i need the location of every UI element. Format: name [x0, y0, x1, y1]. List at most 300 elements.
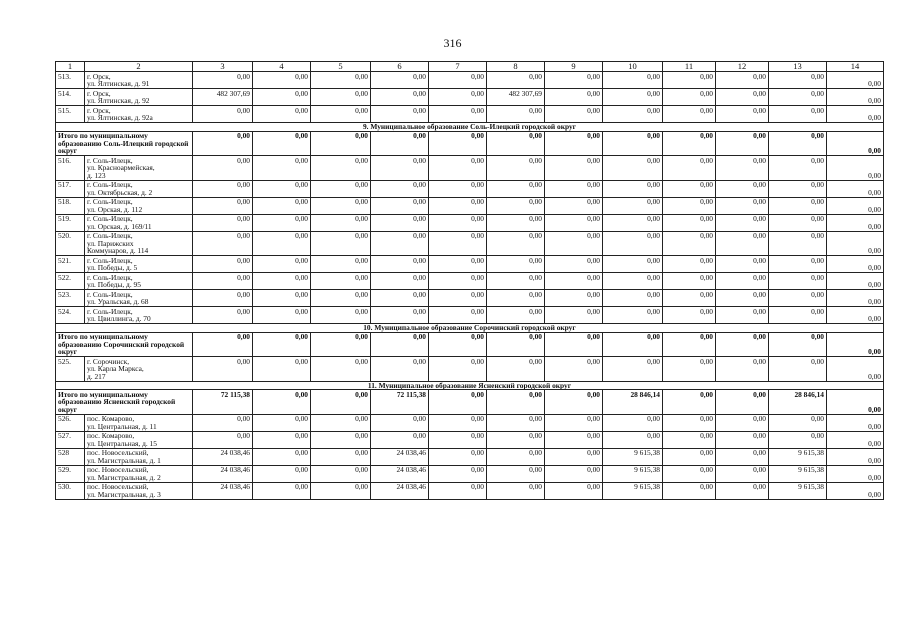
address-line: пос. Новосельский, — [87, 482, 149, 491]
amount-cell: 0,00 — [663, 307, 716, 324]
amount-cell: 0,00 — [545, 465, 603, 482]
address-line: г. Сорочинск, — [87, 356, 130, 366]
address-cell — [85, 414, 193, 431]
amount-cell: 0,00 — [827, 197, 884, 214]
amount-cell: 0,00 — [193, 106, 253, 123]
amount-cell: 0,00 — [429, 307, 487, 324]
amount-cell: 28 846,14 — [603, 390, 663, 415]
amount-cell: 482 307,69 — [487, 89, 545, 106]
amount-cell: 28 846,14 — [769, 390, 827, 415]
amount-cell: 0,00 — [193, 214, 253, 231]
address-cell — [85, 290, 193, 307]
amount-cell: 0,00 — [429, 332, 487, 357]
row-number: 519. — [56, 214, 85, 231]
column-header: 13 — [769, 62, 827, 72]
amount-cell: 0,00 — [603, 290, 663, 307]
amount-cell: 0,00 — [429, 72, 487, 89]
amount-cell: 0,00 — [716, 307, 769, 324]
amount-cell: 0,00 — [253, 357, 311, 382]
amount-cell: 0,00 — [311, 180, 371, 197]
amount-cell: 0,00 — [487, 332, 545, 357]
table-row — [56, 482, 884, 499]
amount-cell: 0,00 — [663, 465, 716, 482]
amount-cell: 0,00 — [253, 180, 311, 197]
amount-cell: 0,00 — [603, 214, 663, 231]
amount-cell: 9 615,38 — [603, 465, 663, 482]
amount-cell: 0,00 — [827, 390, 884, 415]
address-cell — [85, 72, 193, 89]
amount-cell: 0,00 — [311, 332, 371, 357]
amount-cell: 0,00 — [603, 307, 663, 324]
amount-cell: 0,00 — [193, 180, 253, 197]
table-row — [56, 214, 884, 231]
address-cell — [85, 482, 193, 499]
address-line: пос. Новосельский, — [87, 465, 149, 474]
table-row — [56, 180, 884, 197]
amount-cell: 0,00 — [603, 414, 663, 431]
amount-cell: 0,00 — [429, 131, 487, 156]
amount-cell: 0,00 — [429, 106, 487, 123]
column-header: 4 — [253, 62, 311, 72]
amount-cell: 0,00 — [769, 156, 827, 181]
address-cell — [85, 256, 193, 273]
table-row — [56, 89, 884, 106]
amount-cell: 0,00 — [663, 414, 716, 431]
amount-cell: 0,00 — [193, 256, 253, 273]
address-line: д. 217 — [87, 371, 106, 381]
amount-cell: 0,00 — [371, 231, 429, 256]
amount-cell: 0,00 — [311, 256, 371, 273]
table-row — [56, 106, 884, 123]
column-header: 6 — [371, 62, 429, 72]
amount-cell: 0,00 — [311, 273, 371, 290]
amount-cell: 0,00 — [716, 106, 769, 123]
row-number: 525. — [56, 357, 85, 382]
address-line: г. Соль-Илецк, — [87, 180, 133, 189]
amount-cell: 0,00 — [827, 256, 884, 273]
amount-cell: 0,00 — [827, 357, 884, 382]
address-cell — [85, 431, 193, 448]
amount-cell: 0,00 — [663, 390, 716, 415]
amount-cell: 0,00 — [253, 390, 311, 415]
amount-cell: 0,00 — [311, 72, 371, 89]
amount-cell: 0,00 — [716, 180, 769, 197]
amount-cell: 0,00 — [716, 290, 769, 307]
amount-cell: 0,00 — [429, 290, 487, 307]
amount-cell: 0,00 — [545, 214, 603, 231]
amount-cell: 0,00 — [545, 106, 603, 123]
amount-cell: 0,00 — [371, 273, 429, 290]
total-label: Итого по муниципальному образованию Ясненский городской округ — [56, 390, 193, 415]
amount-cell: 482 307,69 — [193, 89, 253, 106]
section-heading-row — [56, 381, 884, 390]
address-line: ул. Орская, д. 112 — [87, 204, 143, 214]
amount-cell: 0,00 — [371, 106, 429, 123]
amount-cell: 0,00 — [371, 197, 429, 214]
address-line: д. 123 — [87, 170, 106, 180]
amount-cell: 0,00 — [193, 131, 253, 156]
amount-cell: 0,00 — [253, 273, 311, 290]
amount-cell: 0,00 — [253, 290, 311, 307]
section-heading: 10. Муниципальное образование Сорочинский городской округ — [56, 324, 884, 333]
amount-cell: 0,00 — [429, 390, 487, 415]
amount-cell: 0,00 — [371, 290, 429, 307]
amount-cell: 24 038,46 — [371, 448, 429, 465]
amount-cell: 0,00 — [716, 131, 769, 156]
address-line: ул. Парижских — [87, 238, 134, 248]
address-line: ул. Октябрьская, д. 2 — [87, 187, 153, 197]
amount-cell: 0,00 — [663, 180, 716, 197]
amount-cell: 0,00 — [193, 431, 253, 448]
amount-cell: 0,00 — [429, 180, 487, 197]
amount-cell: 0,00 — [716, 357, 769, 382]
amount-cell: 0,00 — [253, 482, 311, 499]
section-heading-row — [56, 123, 884, 132]
amount-cell: 0,00 — [545, 332, 603, 357]
amount-cell: 0,00 — [545, 156, 603, 181]
amount-cell: 0,00 — [545, 72, 603, 89]
column-header-row — [56, 62, 884, 72]
amount-cell: 0,00 — [545, 256, 603, 273]
amount-cell: 24 038,46 — [193, 448, 253, 465]
amount-cell: 0,00 — [827, 106, 884, 123]
amount-cell: 0,00 — [487, 448, 545, 465]
address-line: г. Орск, — [87, 71, 111, 81]
amount-cell: 0,00 — [487, 180, 545, 197]
amount-cell: 0,00 — [545, 482, 603, 499]
amount-cell: 0,00 — [769, 214, 827, 231]
address-cell — [85, 307, 193, 324]
address-cell — [85, 197, 193, 214]
column-header: 1 — [56, 62, 85, 72]
amount-cell: 0,00 — [487, 307, 545, 324]
amount-cell: 0,00 — [193, 197, 253, 214]
amount-cell: 0,00 — [716, 465, 769, 482]
amount-cell: 0,00 — [716, 214, 769, 231]
amount-cell: 0,00 — [253, 156, 311, 181]
amount-cell: 0,00 — [193, 307, 253, 324]
amount-cell: 0,00 — [545, 357, 603, 382]
amount-cell: 0,00 — [827, 431, 884, 448]
amount-cell: 0,00 — [311, 290, 371, 307]
table-row — [56, 72, 884, 89]
amount-cell: 0,00 — [193, 156, 253, 181]
amount-cell: 0,00 — [429, 465, 487, 482]
amount-cell: 0,00 — [545, 180, 603, 197]
address-line: г. Соль-Илецк, — [87, 306, 133, 316]
address-line: ул. Уральская, д. 68 — [87, 297, 149, 306]
amount-cell: 0,00 — [311, 390, 371, 415]
amount-cell: 0,00 — [371, 414, 429, 431]
address-line: г. Соль-Илецк, — [87, 197, 133, 206]
address-line: г. Соль-Илецк, — [87, 255, 133, 265]
amount-cell: 0,00 — [716, 256, 769, 273]
amount-cell: 0,00 — [311, 448, 371, 465]
amount-cell: 0,00 — [253, 332, 311, 357]
amount-cell: 0,00 — [663, 156, 716, 181]
amount-cell: 0,00 — [429, 256, 487, 273]
amount-cell: 0,00 — [429, 431, 487, 448]
report-body — [56, 62, 884, 500]
amount-cell: 0,00 — [253, 89, 311, 106]
amount-cell: 0,00 — [827, 290, 884, 307]
table-row — [56, 307, 884, 324]
amount-cell: 0,00 — [603, 89, 663, 106]
amount-cell: 0,00 — [311, 414, 371, 431]
amount-cell: 0,00 — [487, 431, 545, 448]
amount-cell: 0,00 — [716, 231, 769, 256]
amount-cell: 0,00 — [371, 131, 429, 156]
amount-cell: 0,00 — [311, 214, 371, 231]
amount-cell: 0,00 — [716, 89, 769, 106]
amount-cell: 0,00 — [253, 72, 311, 89]
amount-cell: 0,00 — [371, 180, 429, 197]
table-row — [56, 273, 884, 290]
amount-cell: 0,00 — [827, 414, 884, 431]
amount-cell: 0,00 — [827, 89, 884, 106]
amount-cell: 0,00 — [769, 106, 827, 123]
address-line: Коммунаров, д. 114 — [87, 246, 149, 255]
address-cell — [85, 156, 193, 181]
amount-cell: 0,00 — [603, 131, 663, 156]
amount-cell: 0,00 — [769, 231, 827, 256]
table-row — [56, 231, 884, 256]
amount-cell: 0,00 — [487, 256, 545, 273]
column-header: 2 — [85, 62, 193, 72]
amount-cell: 0,00 — [371, 256, 429, 273]
column-header: 5 — [311, 62, 371, 72]
amount-cell: 0,00 — [253, 465, 311, 482]
amount-cell: 0,00 — [827, 448, 884, 465]
amount-cell: 0,00 — [253, 448, 311, 465]
amount-cell: 72 115,38 — [371, 390, 429, 415]
row-number: 518. — [56, 197, 85, 214]
amount-cell: 0,00 — [663, 482, 716, 499]
address-line: ул. Победы, д. 95 — [87, 280, 141, 289]
amount-cell: 0,00 — [716, 156, 769, 181]
amount-cell: 0,00 — [663, 89, 716, 106]
amount-cell: 0,00 — [545, 273, 603, 290]
amount-cell: 0,00 — [371, 431, 429, 448]
address-cell — [85, 89, 193, 106]
address-line: ул. Цвиллинга, д. 70 — [87, 314, 151, 323]
amount-cell: 0,00 — [663, 332, 716, 357]
address-cell — [85, 180, 193, 197]
amount-cell: 0,00 — [603, 197, 663, 214]
amount-cell: 0,00 — [663, 290, 716, 307]
amount-cell: 0,00 — [716, 197, 769, 214]
amount-cell: 0,00 — [663, 197, 716, 214]
amount-cell: 0,00 — [663, 256, 716, 273]
amount-cell: 0,00 — [769, 290, 827, 307]
amount-cell: 0,00 — [663, 431, 716, 448]
table-row — [56, 448, 884, 465]
row-number: 516. — [56, 156, 85, 181]
amount-cell: 0,00 — [193, 414, 253, 431]
amount-cell: 0,00 — [371, 156, 429, 181]
amount-cell: 0,00 — [311, 89, 371, 106]
amount-cell: 0,00 — [487, 482, 545, 499]
address-cell — [85, 231, 193, 256]
amount-cell: 0,00 — [716, 482, 769, 499]
amount-cell: 0,00 — [487, 156, 545, 181]
address-line: ул. Магистральная, д. 2 — [87, 472, 161, 482]
table-row — [56, 465, 884, 482]
amount-cell: 0,00 — [253, 214, 311, 231]
column-header: 3 — [193, 62, 253, 72]
amount-cell: 0,00 — [545, 131, 603, 156]
amount-cell: 0,00 — [603, 180, 663, 197]
amount-cell: 0,00 — [311, 465, 371, 482]
row-number: 526. — [56, 414, 85, 431]
amount-cell: 9 615,38 — [769, 465, 827, 482]
amount-cell: 0,00 — [253, 256, 311, 273]
address-line: ул. Карла Маркса, — [87, 364, 144, 373]
table-row — [56, 256, 884, 273]
address-cell — [85, 465, 193, 482]
address-line: ул. Магистральная, д. 3 — [87, 489, 161, 499]
amount-cell: 0,00 — [827, 231, 884, 256]
amount-cell: 0,00 — [663, 131, 716, 156]
amount-cell: 0,00 — [253, 414, 311, 431]
amount-cell: 0,00 — [487, 273, 545, 290]
amount-cell: 0,00 — [487, 465, 545, 482]
address-line: г. Соль-Илецк, — [87, 214, 133, 223]
amount-cell: 0,00 — [769, 197, 827, 214]
amount-cell: 0,00 — [487, 131, 545, 156]
amount-cell: 0,00 — [827, 273, 884, 290]
row-number: 515. — [56, 106, 85, 123]
amount-cell: 0,00 — [769, 89, 827, 106]
amount-cell: 0,00 — [545, 197, 603, 214]
amount-cell: 0,00 — [311, 106, 371, 123]
amount-cell: 0,00 — [716, 431, 769, 448]
section-heading-row — [56, 324, 884, 333]
amount-cell: 0,00 — [429, 482, 487, 499]
row-number: 527. — [56, 431, 85, 448]
address-line: ул. Ялтинская, д. 92а — [87, 113, 153, 122]
amount-cell: 0,00 — [193, 273, 253, 290]
column-header: 8 — [487, 62, 545, 72]
amount-cell: 0,00 — [769, 307, 827, 324]
amount-cell: 24 038,46 — [193, 482, 253, 499]
address-line: пос. Новосельский, — [87, 448, 149, 457]
amount-cell: 0,00 — [603, 357, 663, 382]
amount-cell: 0,00 — [253, 106, 311, 123]
amount-cell: 0,00 — [545, 448, 603, 465]
amount-cell: 0,00 — [827, 180, 884, 197]
amount-cell: 0,00 — [545, 290, 603, 307]
row-number: 524. — [56, 307, 85, 324]
row-number: 517. — [56, 180, 85, 197]
column-header: 12 — [716, 62, 769, 72]
amount-cell: 0,00 — [311, 156, 371, 181]
amount-cell: 0,00 — [311, 357, 371, 382]
amount-cell: 0,00 — [769, 414, 827, 431]
amount-cell: 0,00 — [716, 390, 769, 415]
total-label: Итого по муниципальному образованию Соль-Илецкий городской округ — [56, 131, 193, 156]
page-number: 316 — [443, 36, 462, 50]
amount-cell: 0,00 — [311, 482, 371, 499]
amount-cell: 24 038,46 — [193, 465, 253, 482]
amount-cell: 0,00 — [487, 106, 545, 123]
address-line: ул. Орская, д. 169/11 — [87, 221, 152, 231]
row-number: 528 — [56, 448, 85, 465]
amount-cell: 0,00 — [193, 72, 253, 89]
amount-cell: 0,00 — [769, 131, 827, 156]
address-line: г. Орск, — [87, 105, 111, 115]
amount-cell: 0,00 — [769, 72, 827, 89]
column-header: 9 — [545, 62, 603, 72]
address-cell — [85, 106, 193, 123]
address-line: ул. Победы, д. 5 — [87, 263, 138, 272]
amount-cell: 0,00 — [253, 231, 311, 256]
amount-cell: 0,00 — [769, 332, 827, 357]
amount-cell: 0,00 — [311, 197, 371, 214]
amount-cell: 0,00 — [603, 256, 663, 273]
amount-cell: 9 615,38 — [603, 482, 663, 499]
amount-cell: 0,00 — [827, 214, 884, 231]
amount-cell: 0,00 — [429, 231, 487, 256]
address-line: ул. Красноармейская, — [87, 163, 155, 172]
amount-cell: 0,00 — [827, 307, 884, 324]
amount-cell: 0,00 — [193, 290, 253, 307]
amount-cell: 0,00 — [487, 214, 545, 231]
amount-cell: 72 115,38 — [193, 390, 253, 415]
amount-cell: 0,00 — [603, 72, 663, 89]
amount-cell: 0,00 — [769, 357, 827, 382]
address-cell — [85, 214, 193, 231]
table-row — [56, 357, 884, 382]
amount-cell: 0,00 — [663, 72, 716, 89]
amount-cell: 0,00 — [429, 89, 487, 106]
address-line: ул. Ялтинская, д. 92 — [87, 96, 150, 105]
table-row — [56, 290, 884, 307]
table-row — [56, 156, 884, 181]
row-number: 513. — [56, 72, 85, 89]
amount-cell: 0,00 — [371, 332, 429, 357]
table-row — [56, 431, 884, 448]
amount-cell: 0,00 — [716, 273, 769, 290]
amount-cell: 0,00 — [429, 214, 487, 231]
amount-cell: 0,00 — [371, 214, 429, 231]
section-heading: 9. Муниципальное образование Соль-Илецкий городской округ — [56, 123, 884, 132]
amount-cell: 0,00 — [716, 448, 769, 465]
address-line: ул. Центральная, д. 15 — [87, 438, 157, 448]
amount-cell: 0,00 — [487, 357, 545, 382]
amount-cell: 0,00 — [311, 431, 371, 448]
amount-cell: 0,00 — [827, 156, 884, 181]
address-line: г. Соль-Илецк, — [87, 272, 133, 282]
amount-cell: 0,00 — [545, 307, 603, 324]
amount-cell: 0,00 — [663, 214, 716, 231]
address-line: пос. Комарово, — [87, 431, 135, 440]
amount-cell: 0,00 — [253, 197, 311, 214]
column-header: 7 — [429, 62, 487, 72]
amount-cell: 0,00 — [663, 448, 716, 465]
amount-cell: 0,00 — [716, 72, 769, 89]
amount-cell: 9 615,38 — [769, 482, 827, 499]
address-line: г. Соль-Илецк, — [87, 231, 133, 240]
amount-cell: 0,00 — [487, 231, 545, 256]
amount-cell: 0,00 — [545, 231, 603, 256]
amount-cell: 0,00 — [371, 357, 429, 382]
amount-cell: 0,00 — [545, 414, 603, 431]
amount-cell: 0,00 — [827, 482, 884, 499]
amount-cell: 0,00 — [487, 197, 545, 214]
amount-cell: 0,00 — [311, 131, 371, 156]
amount-cell: 0,00 — [769, 273, 827, 290]
